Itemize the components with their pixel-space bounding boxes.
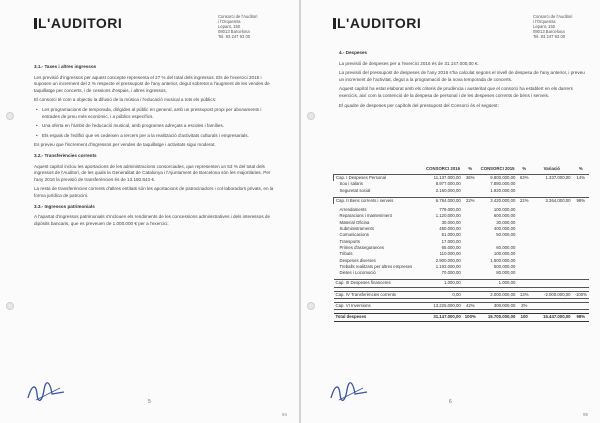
logo-text: L'AUDITORI	[337, 15, 422, 31]
header-2016: CONSORCI 2016	[426, 165, 460, 171]
paragraph: El quadre de despeses per capítols del pressupost del Consorci és el següent:	[339, 102, 499, 108]
header-pct: %	[578, 165, 583, 171]
value-2016: 65.000,00	[441, 244, 461, 250]
address-block	[218, 14, 257, 39]
table-row	[334, 197, 590, 204]
paragraph: La previsió de despeses per a l'exercici 2016 és de 31.147.000,00 €.	[339, 60, 479, 66]
section-heading: 3.2.- Transferències corrents	[34, 152, 97, 158]
header-pct: %	[468, 165, 473, 171]
paragraph: La previsió del pressupost de despeses de l'any 2016 s'ha calculat segons el nivell de despesa de l'any anterior, i preveu un increment de l'activitat, degut a la programació de la nova temporada de concerts.	[339, 70, 585, 82]
bullet-item: • Una oferta en l'àmbit de l'educació musical, amb programes adreçats a escoles i famílies.	[34, 123, 280, 130]
row-label: Dietes i Locomoció	[339, 270, 376, 276]
logo-mark-icon	[333, 18, 336, 29]
row-label: Seguretat social	[339, 187, 371, 193]
page-number: 5	[148, 399, 151, 405]
value-2015: 60.000,00	[496, 244, 516, 250]
row-label: Cap. II Bens corrents i serveis	[334, 197, 424, 204]
row-label: Transports	[339, 238, 360, 244]
value-2015: 2.000.000,00	[478, 291, 518, 298]
pct-2016: 22%	[463, 197, 478, 204]
row-label: Total despeses	[334, 314, 424, 321]
paragraph: Aquest capítol inclou les aportacions de les administracions consorciades, que representen un 53 % del total dels ingressos de l'Auditori, de les quals la Generalitat de Catalunya i l'Ajuntament de Barcelona són les majoritàries. Per l'any 2016 la previsió de transferències és de 13.150.843 €.	[34, 163, 271, 182]
paragraph: Es preveu que l'increment d'ingressos per vendes de taquillatge i activitats sigui moderat.	[34, 142, 216, 148]
variation-value: 15.447.000,00	[531, 314, 572, 321]
value-2015: 9.800.000,00	[478, 175, 518, 182]
paragraph: Les previsió d'ingressos per aquest concepte representa el 27 % del total dels ingressos. Els de l'exercici 2015 i suposen un increment del 2 % respecte el pressupost de l'any anterior, degut sobretot a l'augment de les vendes de taquillatge per concerts, i de cessions d'espais, i altres ingressos.	[34, 74, 270, 93]
value-2016: 110.000,00	[439, 251, 461, 257]
pct-2015: 13%	[517, 291, 531, 298]
paragraph: A l'apartat d'ingressos patrimonials s'inclouen els rendiments de les concessions administratives i dels interessos de dipòsits bancaris, que es preveuen de 1.000.000 € per a l'exercici.	[34, 214, 271, 226]
paragraph: Aquest capítol ha estat elaborat amb els criteris de prudència i austeritat que el consorci ha establert en els darrers exercicis, així com la contenció de la despesa de personal i de les despeses corrents de béns i serveis.	[339, 86, 573, 98]
row-label: Cap. I Despeses Personal	[334, 175, 424, 182]
address-line: i l'Orquestra	[218, 19, 241, 24]
row-label: Cap. VI Inversions	[334, 303, 424, 310]
row-label: Treballs realitzats per altres empreses	[339, 263, 413, 269]
value-2016: 2.900.000,00	[435, 257, 461, 263]
row-label: Primes d'assegurances	[339, 244, 385, 250]
pct-2015: 22%	[517, 197, 531, 204]
pct-2016: 42%	[463, 303, 478, 310]
header-2015: CONSORCI 2015	[480, 165, 515, 171]
value-2016: 1.192.000,00	[435, 263, 461, 269]
variation-value	[531, 303, 572, 310]
table-row	[334, 291, 590, 298]
value-2016: 1.000,00	[423, 280, 463, 287]
pct-2016	[463, 291, 478, 298]
row-label: Comunicacions	[339, 232, 369, 238]
value-2015: 400.000,00	[493, 226, 516, 232]
value-2015: 7.880.000,00	[490, 181, 516, 187]
variation-pct	[573, 303, 589, 310]
address-line: Tel. 93 247 93 00	[533, 34, 566, 39]
row-label: Subministraments	[339, 226, 374, 232]
section-heading: 3.1.- Taxes i altres ingressos	[34, 64, 97, 69]
value-2015: 50.000,00	[496, 232, 516, 238]
logo-mark-icon	[34, 18, 37, 29]
scan-number: 94	[282, 412, 288, 417]
row-label: Tributs	[339, 251, 353, 257]
value-2016: 450.000,00	[439, 226, 461, 232]
section-heading: 3.3.- Ingressos patrimonials	[34, 203, 95, 209]
value-2015: 300.000,00	[478, 303, 518, 310]
address-line: i l'Orquestra	[533, 19, 556, 24]
address-line: Consorci de l'Auditori	[218, 14, 258, 19]
variation-pct: 98%	[573, 314, 589, 321]
value-2016: 17.000,00	[441, 238, 461, 244]
variation-value: 1.337.000,00	[531, 175, 572, 182]
left-page-body	[34, 60, 280, 230]
value-2015: 30.000,00	[496, 219, 516, 225]
value-2016: 1.120.000,00	[435, 213, 461, 219]
variation-value	[531, 280, 572, 287]
pct-2015: 100	[517, 314, 531, 321]
variation-value: 3.364.000,00	[531, 197, 572, 204]
address-line: 08013 Barcelona	[218, 29, 250, 34]
table-row	[334, 314, 590, 321]
pct-2015: 2%	[517, 303, 531, 310]
value-2016: 8.977.000,00	[435, 181, 461, 187]
table-row	[334, 175, 590, 182]
pct-2015: 63%	[517, 175, 531, 182]
row-label: Despeses diverses	[339, 257, 376, 263]
value-2016: 2.160.000,00	[435, 187, 461, 193]
budget-table	[333, 162, 589, 322]
table-row	[334, 280, 590, 287]
logo-text: L'AUDITORI	[38, 15, 123, 31]
header-variation: Variació	[543, 165, 561, 171]
address-line: Lepant, 150	[218, 24, 241, 29]
signature-icon	[329, 380, 369, 404]
value-2015: 1.500.000,00	[490, 257, 516, 263]
paragraph: La resta de transferències corrents d'altres entitats són les aportacions de patrocinadors i col·laboradors privats, en la forma jurídica de patrocini.	[34, 186, 274, 198]
header-pct: %	[522, 165, 527, 171]
section-heading: 4.- Despeses	[339, 50, 368, 55]
paragraph: El consorci té com a objectiu la difusió de la música i l'educació musical a tots els públics:	[34, 97, 217, 103]
left-page	[0, 0, 299, 423]
pct-2016: 100%	[464, 314, 476, 320]
scan-number: 95	[583, 412, 589, 417]
variation-pct	[573, 280, 589, 287]
value-2015: 1.000,00	[478, 280, 518, 287]
punch-hole-icon	[307, 302, 315, 310]
value-2016: 30.000,00	[441, 219, 461, 225]
address-line: Lepant, 150	[533, 24, 556, 29]
variation-pct: 14%	[573, 175, 589, 182]
right-page-body	[339, 46, 585, 112]
value-2015: 1.920.000,00	[490, 187, 516, 193]
signature-icon	[26, 380, 66, 404]
value-2015: 100.000,00	[493, 207, 516, 213]
header-concept	[334, 162, 424, 175]
value-2016: 0,00	[423, 291, 463, 298]
punch-hole-icon	[6, 112, 14, 120]
auditori-logo	[333, 15, 421, 31]
value-2015: 500.000,00	[493, 263, 516, 269]
budget-table-header	[334, 162, 590, 175]
variation-value: -2.000.000,00	[531, 291, 572, 298]
value-2016: 70.000,00	[441, 270, 461, 276]
row-label: Cap. IV Transferències corrents	[334, 291, 424, 298]
row-label: Material Oficina	[339, 219, 370, 225]
punch-hole-icon	[6, 302, 14, 310]
address-line: 08013 Barcelona	[533, 29, 565, 34]
value-2016: 31.147.000,00	[423, 314, 463, 321]
address-block	[533, 14, 572, 39]
bullet-item: • Els espais de l'edifici que es cedeixen a tercers per a la realització d'activitats culturals i empresarials.	[34, 133, 280, 140]
variation-pct: -100%	[573, 291, 589, 298]
page-number: 6	[449, 399, 452, 405]
row-label: Cap. III Despeses financeres	[334, 280, 424, 287]
pct-2016: 36%	[463, 175, 478, 182]
table-row	[334, 303, 590, 310]
value-2015: 100.000,00	[493, 251, 516, 257]
value-2016: 6.784.000,00	[423, 197, 463, 204]
punch-hole-icon	[307, 112, 315, 120]
value-2016: 11.137.000,00	[423, 175, 463, 182]
row-label: Sou i salaris	[339, 181, 363, 187]
value-2016: 51.000,00	[441, 232, 461, 238]
row-label: Reparacions i manteniment	[339, 213, 392, 219]
pct-2016	[463, 280, 478, 287]
address-line: Consorci de l'Auditori	[533, 14, 573, 19]
value-2015: 15.700.000,00	[478, 314, 518, 321]
address-line: Tel. 93 247 93 00	[218, 34, 251, 39]
variation-pct: 98%	[573, 197, 589, 204]
value-2015: 80.000,00	[496, 270, 516, 276]
value-2016: 779.000,00	[439, 207, 461, 213]
right-page	[301, 0, 600, 423]
value-2015: 600.000,00	[493, 213, 516, 219]
auditori-logo	[34, 15, 122, 31]
row-label: Arrendaments	[339, 207, 367, 213]
value-2015: 3.420.000,00	[478, 197, 518, 204]
value-2016: 13.225.000,00	[423, 303, 463, 310]
pct-2015	[517, 280, 531, 287]
bullet-item: • Les programacions de temporada, dirigides al públic en general, amb un pressupost propi per abonaments i entrades de preu més econòmic, i a públics específics.	[34, 107, 280, 120]
